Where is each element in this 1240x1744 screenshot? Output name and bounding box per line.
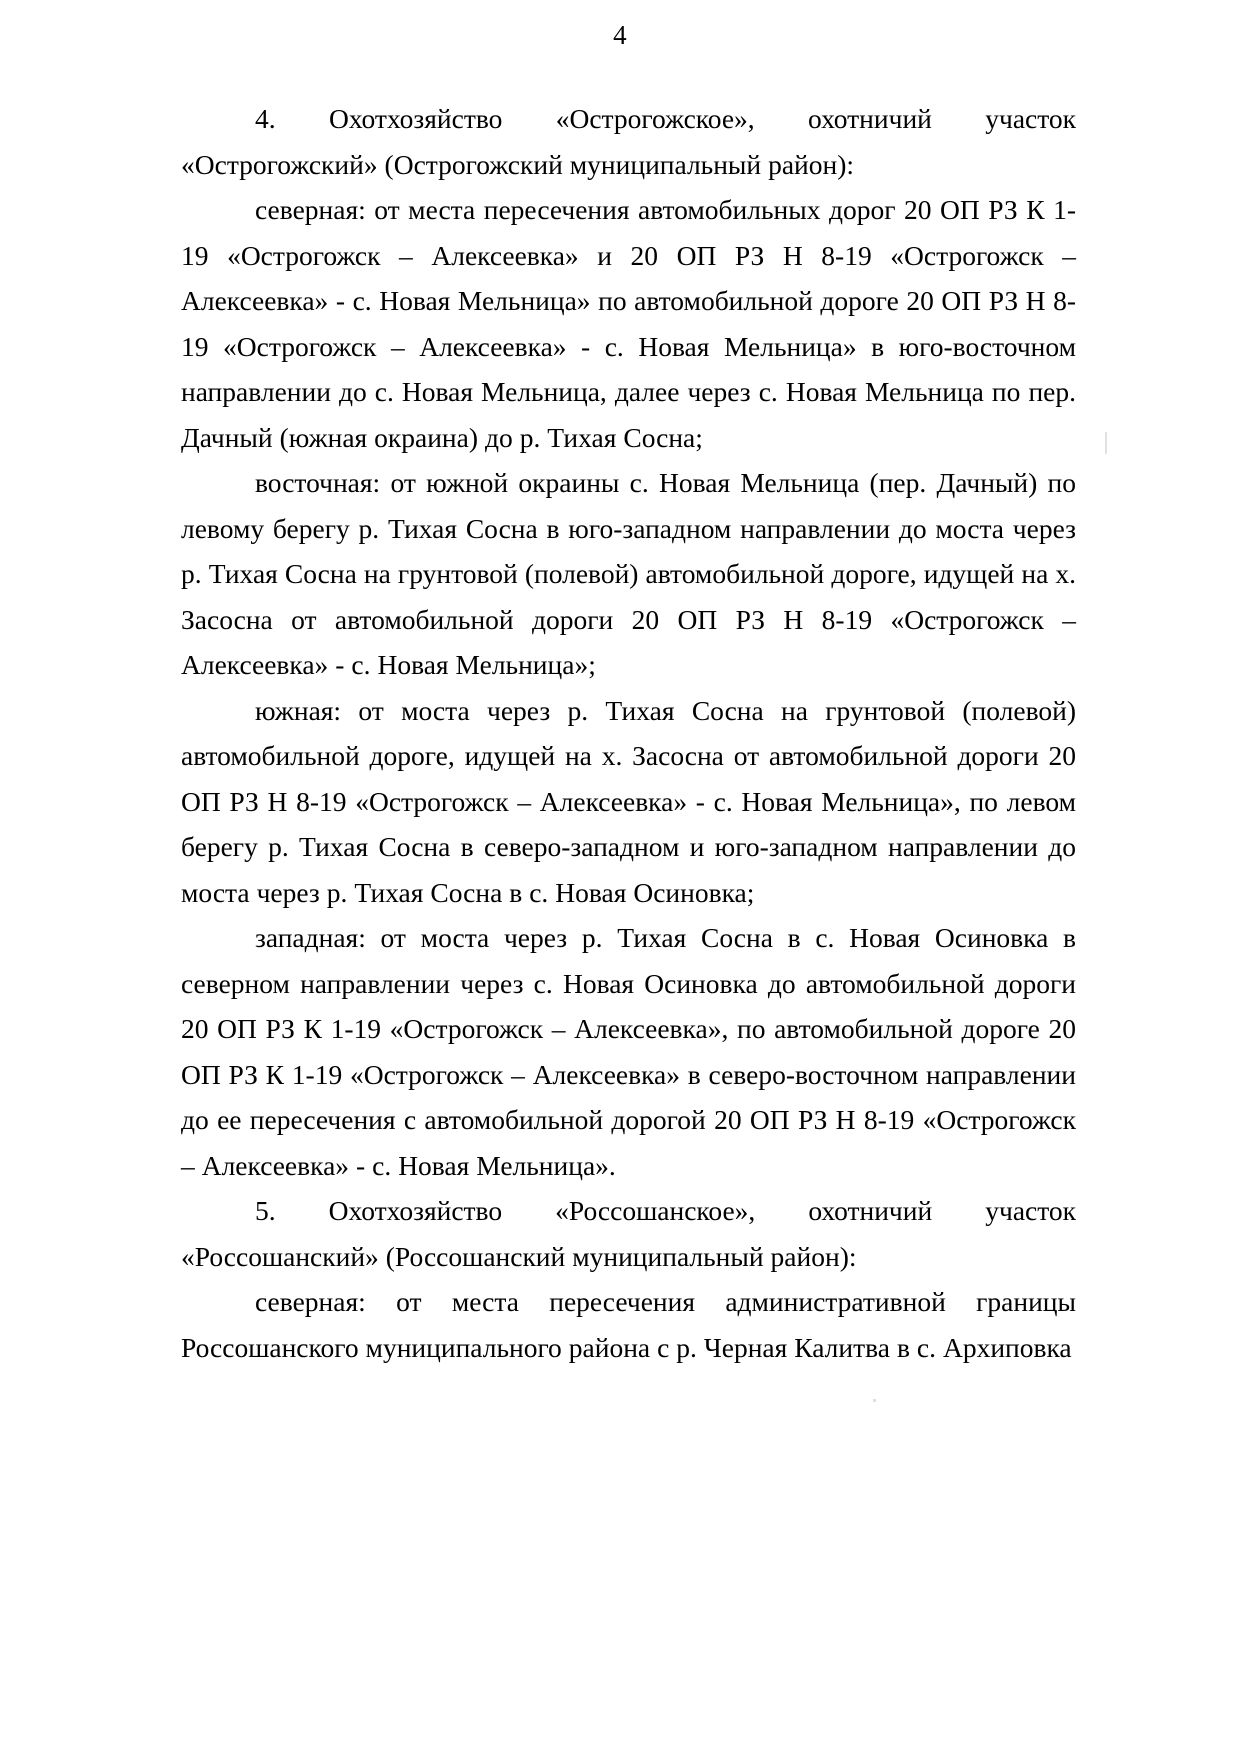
scan-artifact: [1105, 432, 1107, 454]
document-body: [181, 96, 1076, 1370]
paragraph: южная: от моста через р. Тихая Сосна на грунтовой (полевой) автомобильной дороге, идущей на х. Засосна от автомобильной дороги 20 ОП РЗ Н 8-19 «Острогожск – Алексеевка» - с. Новая Мельница», по левом берегу р. Тихая Сосна в северо-западном и юго-западном направлении до моста через р. Тихая Сосна в с. Новая Осиновка;: [181, 694, 1076, 908]
paragraph: северная: от места пересечения административной границы Россошанского муниципального района с р. Черная Калитва в с. Архиповка: [181, 1286, 1076, 1363]
paragraph: восточная: от южной окраины с. Новая Мельница (пер. Дачный) по левому берегу р. Тихая Сосна в юго-западном направлении до моста через р. Тихая Сосна на грунтовой (полевой) автомобильной дороге, идущей на х. Засосна от автомобильной дороги 20 ОП РЗ Н 8-19 «Острогожск – Алексеевка» - с. Новая Мельница»;: [181, 467, 1076, 680]
scan-artifact: [873, 1399, 876, 1402]
paragraph: северная: от места пересечения автомобильных дорог 20 ОП РЗ К 1-19 «Острогожск – Алексеевка» и 20 ОП РЗ Н 8-19 «Острогожск – Алексеевка» - с. Новая Мельница» по автомобильной дороге 20 ОП РЗ Н 8-19 «Острогожск – Алексеевка» - с. Новая Мельница» в юго-восточном направлении до с. Новая Мельница, далее через с. Новая Мельница по пер. Дачный (южная окраина) до р. Тихая Сосна;: [181, 194, 1076, 453]
page-number: 4: [613, 20, 627, 50]
paragraph: 5. Охотхозяйство «Россошанское», охотничий участок «Россошанский» (Россошанский муниципальный район):: [181, 1195, 1076, 1272]
paragraph: западная: от моста через р. Тихая Сосна в с. Новая Осиновка в северном направлении через с. Новая Осиновка до автомобильной дороги 20 ОП РЗ К 1-19 «Острогожск – Алексеевка», по автомобильной дороге 20 ОП РЗ К 1-19 «Острогожск – Алексеевка» в северо-восточном направлении до ее пересечения с автомобильной дорогой 20 ОП РЗ Н 8-19 «Острогожск – Алексеевка» - с. Новая Мельница».: [181, 922, 1076, 1181]
paragraph: 4. Охотхозяйство «Острогожское», охотничий участок «Острогожский» (Острогожский муниципальный район):: [181, 103, 1076, 180]
